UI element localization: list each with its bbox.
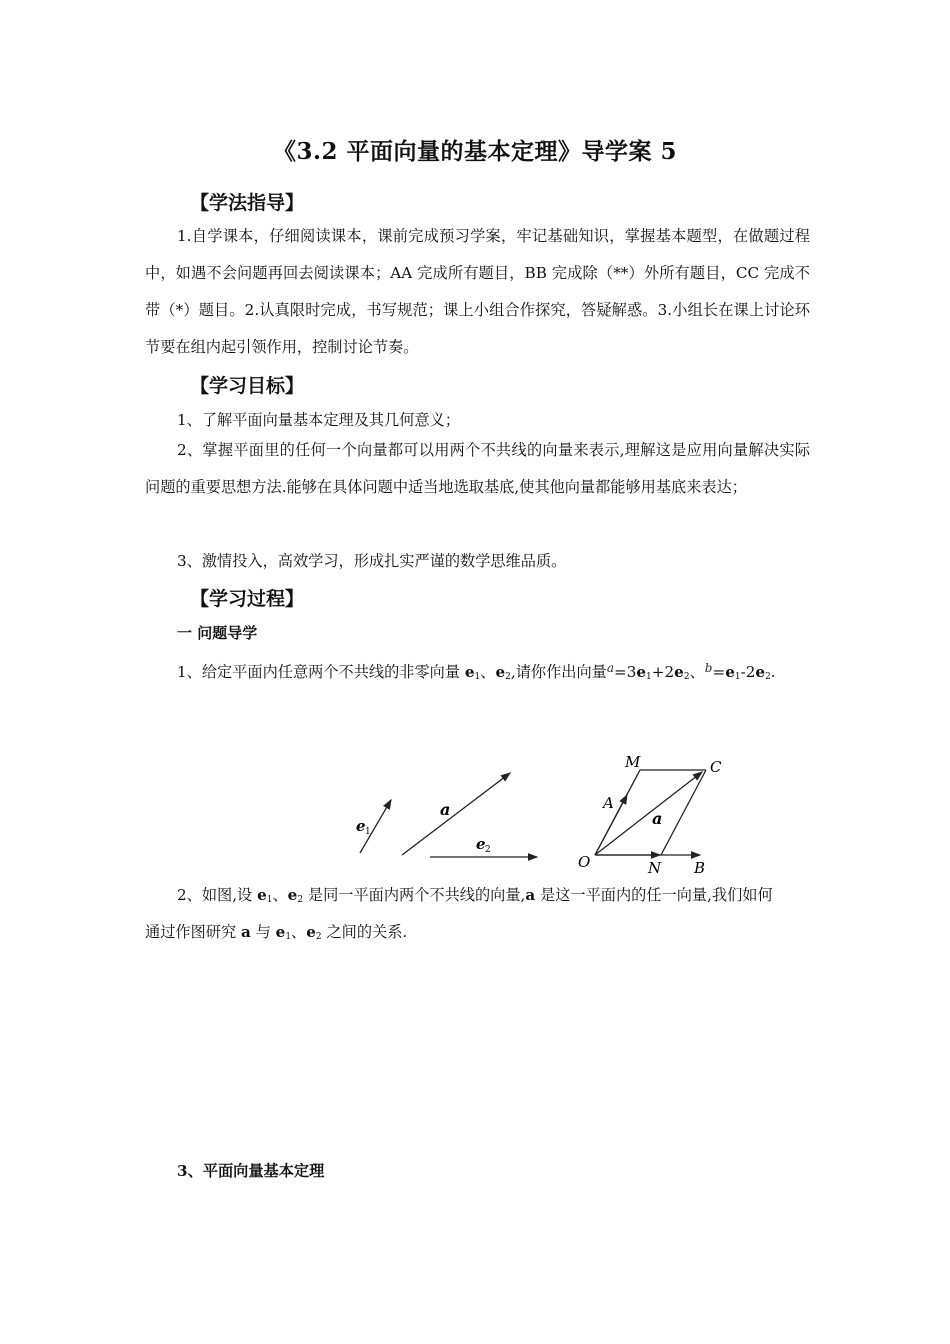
q1-b-e1-sub: 1 xyxy=(734,672,741,682)
q1-sep: 、 xyxy=(480,663,496,681)
q2-l2-e2: e xyxy=(306,923,316,941)
vector-figure xyxy=(340,745,740,880)
question-3: 3、平面向量基本定理 xyxy=(177,1162,325,1180)
goal-item-1: 1、了解平面向量基本定理及其几何意义； xyxy=(177,411,461,429)
q2-l2-e1: e xyxy=(275,923,286,941)
label-e2: e xyxy=(476,835,486,853)
goal-item-2: 2、掌握平面里的任何一个向量都可以用两个不共线的向量来表示,理解这是应用向量解决实际问题的重要思想方法.能够在具体问题中适当地选取基底,使其他向量都能够用基底来表达； xyxy=(145,441,810,496)
label-A: A xyxy=(603,794,614,812)
q1-b-symbol: b xyxy=(704,661,713,675)
q1-b-e2: e xyxy=(755,663,766,681)
q1-a-symbol: a xyxy=(606,661,614,675)
q1-a-e2-sub: 2 xyxy=(683,672,690,682)
question-2-line-2 xyxy=(145,921,407,942)
q2-l1-sep: 、 xyxy=(272,886,288,904)
q1-a-e1: e xyxy=(636,663,647,681)
q1-b-e2-sub: 2 xyxy=(765,672,771,682)
q2-l1-e1: e xyxy=(257,886,267,904)
q2-l1-e2: e xyxy=(287,886,298,904)
subheading-problem-guide: 一 问题导学 xyxy=(177,624,258,642)
label-a-left: a xyxy=(440,800,451,819)
q1-b-e1: e xyxy=(725,663,735,681)
page-title: 《3.2 平面向量的基本定理》导学案 5 xyxy=(272,138,678,165)
q2-l1-end: 是这一平面内的任一向量,我们如何 xyxy=(535,886,773,904)
label-e1: e xyxy=(356,817,366,835)
label-N: N xyxy=(648,859,662,877)
q1-end: . xyxy=(770,663,776,681)
q1-sep2: 、 xyxy=(689,663,705,681)
heading-goals: 【学习目标】 xyxy=(190,375,305,397)
q1-e1: e xyxy=(464,663,475,681)
q1-e2-sub: 2 xyxy=(505,672,511,682)
q1-prefix: 1、给定平面内任意两个不共线的非零向量 xyxy=(177,663,465,681)
study-method-text: 1.自学课本，仔细阅读课本，课前完成预习学案，牢记基础知识，掌握基本题型，在做题过程中，如遇不会问题再回去阅读课本；AA 完成所有题目，BB 完成除（**）外所有题目，CC 完成不带（*）题目。2.认真限时完成，书写规范；课上小组合作探究，答疑解惑。3.小组长在课上讨论环节要在组内起引领作用，控制讨论节奏。 xyxy=(145,227,810,356)
q1-a-e2: e xyxy=(674,663,684,681)
q2-l1-a: a xyxy=(525,886,536,904)
label-e1-sub: 1 xyxy=(365,827,371,837)
q2-l2-e2-sub: 2 xyxy=(315,932,322,942)
q2-l1-e1-sub: 1 xyxy=(266,895,273,905)
heading-process: 【学习过程】 xyxy=(190,588,305,610)
q2-l2-with: 与 xyxy=(250,923,276,941)
q1-a-expr1: =3 xyxy=(613,663,637,681)
label-O: O xyxy=(578,853,591,871)
label-B: B xyxy=(694,859,706,877)
q1-mid: ,请你作出向量 xyxy=(510,663,607,681)
heading-study-method: 【学法指导】 xyxy=(190,192,305,214)
q2-l2-part: 通过作图研究 xyxy=(145,923,241,941)
vector-OC-arrow xyxy=(595,772,702,855)
q1-a-e1-sub: 1 xyxy=(646,672,652,682)
label-M: M xyxy=(625,753,641,771)
goal-item-3: 3、激情投入，高效学习，形成扎实严谨的数学思维品质。 xyxy=(177,552,567,570)
q1-b-expr2: -2 xyxy=(740,663,756,681)
segment-CN xyxy=(661,770,706,855)
label-C: C xyxy=(710,758,722,776)
q2-l1-mid: 是同一平面内两个不共线的向量, xyxy=(303,886,526,904)
q2-l1-part: 2、如图,设 xyxy=(177,886,258,904)
q1-e1-sub: 1 xyxy=(474,672,481,682)
q1-a-expr2: +2 xyxy=(651,663,675,681)
q2-l2-e1-sub: 1 xyxy=(285,932,292,942)
question-1 xyxy=(177,661,776,682)
question-2-line-1 xyxy=(177,884,773,905)
q2-l1-e2-sub: 2 xyxy=(297,895,304,905)
label-a-right: a xyxy=(652,809,663,828)
q2-l2-end: 之间的关系. xyxy=(321,923,408,941)
label-e2-sub: 2 xyxy=(485,845,491,855)
vector-a-arrow xyxy=(402,773,510,855)
q2-l2-sep: 、 xyxy=(291,923,307,941)
q2-l2-a: a xyxy=(240,923,251,941)
q1-e2: e xyxy=(495,663,506,681)
q1-b-expr1: = xyxy=(712,663,726,681)
